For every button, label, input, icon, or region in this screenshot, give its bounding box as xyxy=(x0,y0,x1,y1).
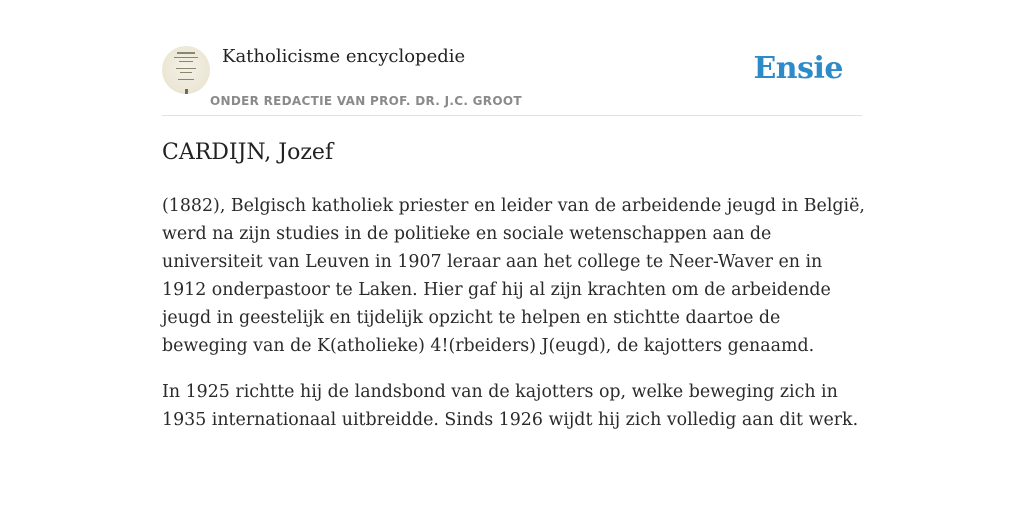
encyclopedia-header xyxy=(162,0,862,116)
editor-line: ONDER REDACTIE VAN PROF. DR. J.C. GROOT xyxy=(210,94,522,108)
page xyxy=(162,0,865,512)
article-body xyxy=(162,192,867,452)
encyclopedia-title[interactable]: Katholicisme encyclopedie xyxy=(222,46,466,67)
article-paragraph: In 1925 richtte hij de landsbond van de kajotters op, welke beweging zich in 1935 internationaal uitbreidde. Sinds 1926 wijdt hij zich volledig aan dit werk. xyxy=(162,382,859,430)
book-cover-icon[interactable] xyxy=(162,46,210,94)
article-title: CARDIJN, Jozef xyxy=(162,140,334,165)
article-paragraph: (1882), Belgisch katholiek priester en leider van de arbeidende jeugd in België, werd na zijn studies in de politieke en sociale wetenschappen aan de universiteit van Leuven in 1907 leraar aan het college te Neer-Waver en in 1912 onderpastoor te Laken. Hier gaf hij al zijn krachten om de arbeidende jeugd in geestelijk en tijdelijk opzicht te helpen en stichtte daartoe de beweging van de K(atholieke) 4!(rbeiders) J(eugd), de kajotters genaamd. xyxy=(162,196,865,356)
ensie-logo[interactable]: Ensie xyxy=(753,51,843,86)
